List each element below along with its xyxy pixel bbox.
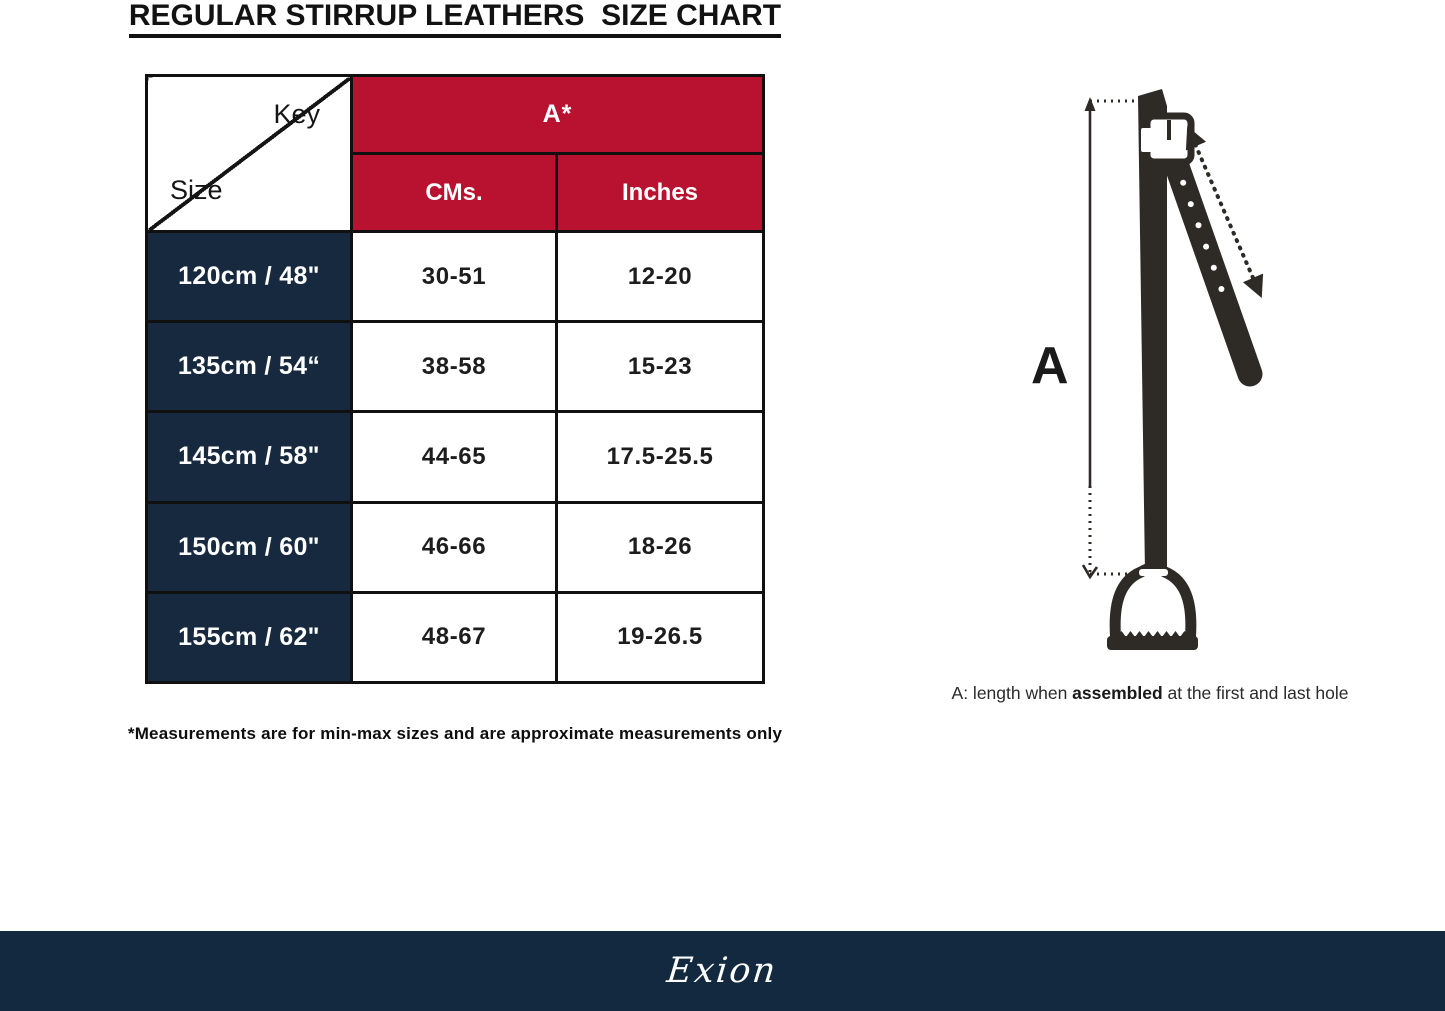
inches-cell: 19-26.5 [557,592,764,682]
column-header-cms: CMs. [352,154,557,232]
corner-label-key: Key [273,99,320,129]
cms-cell: 38-58 [352,322,557,412]
buckle [1141,116,1191,162]
caption-suffix: at the first and last hole [1162,683,1349,703]
cms-cell: 48-67 [352,592,557,682]
inches-cell: 17.5-25.5 [557,412,764,502]
table-row [147,322,764,412]
inches-cell: 12-20 [557,232,764,322]
diagram-caption [925,683,1375,704]
cms-cell: 44-65 [352,412,557,502]
group-header-a: A* [352,76,764,154]
title-wrap [0,0,910,38]
caption-bold: assembled [1072,683,1163,703]
size-cell: 120cm / 48" [147,232,352,322]
page-title: REGULAR STIRRUP LEATHERS SIZE CHART [129,0,781,38]
cms-cell: 46-66 [352,502,557,592]
corner-label-size: Size [170,175,223,205]
brand-logo: Exion [665,951,780,991]
inches-cell: 18-26 [557,502,764,592]
stirrup-leather-diagram [1015,86,1315,678]
measurements-footnote: *Measurements are for min-max sizes and are approximate measurements only [127,724,783,743]
stirrup-iron [1107,568,1198,650]
size-cell: 155cm / 62" [147,592,352,682]
size-cell: 135cm / 54“ [147,322,352,412]
size-cell: 145cm / 58" [147,412,352,502]
diagram-label-a: A [1031,337,1069,395]
table-row [147,412,764,502]
measurement-line-a [1083,97,1144,577]
footer-band [0,931,1445,1011]
table-row [147,232,764,322]
size-cell: 150cm / 60" [147,502,352,592]
corner-cell [147,76,352,232]
inches-cell: 15-23 [557,322,764,412]
table-row [147,502,764,592]
cms-cell: 30-51 [352,232,557,322]
table-row [147,592,764,682]
column-header-inches: Inches [557,154,764,232]
stirrup-leather-illustration [1015,86,1315,678]
caption-prefix: A: length when [951,683,1073,703]
size-chart-table [145,74,765,684]
